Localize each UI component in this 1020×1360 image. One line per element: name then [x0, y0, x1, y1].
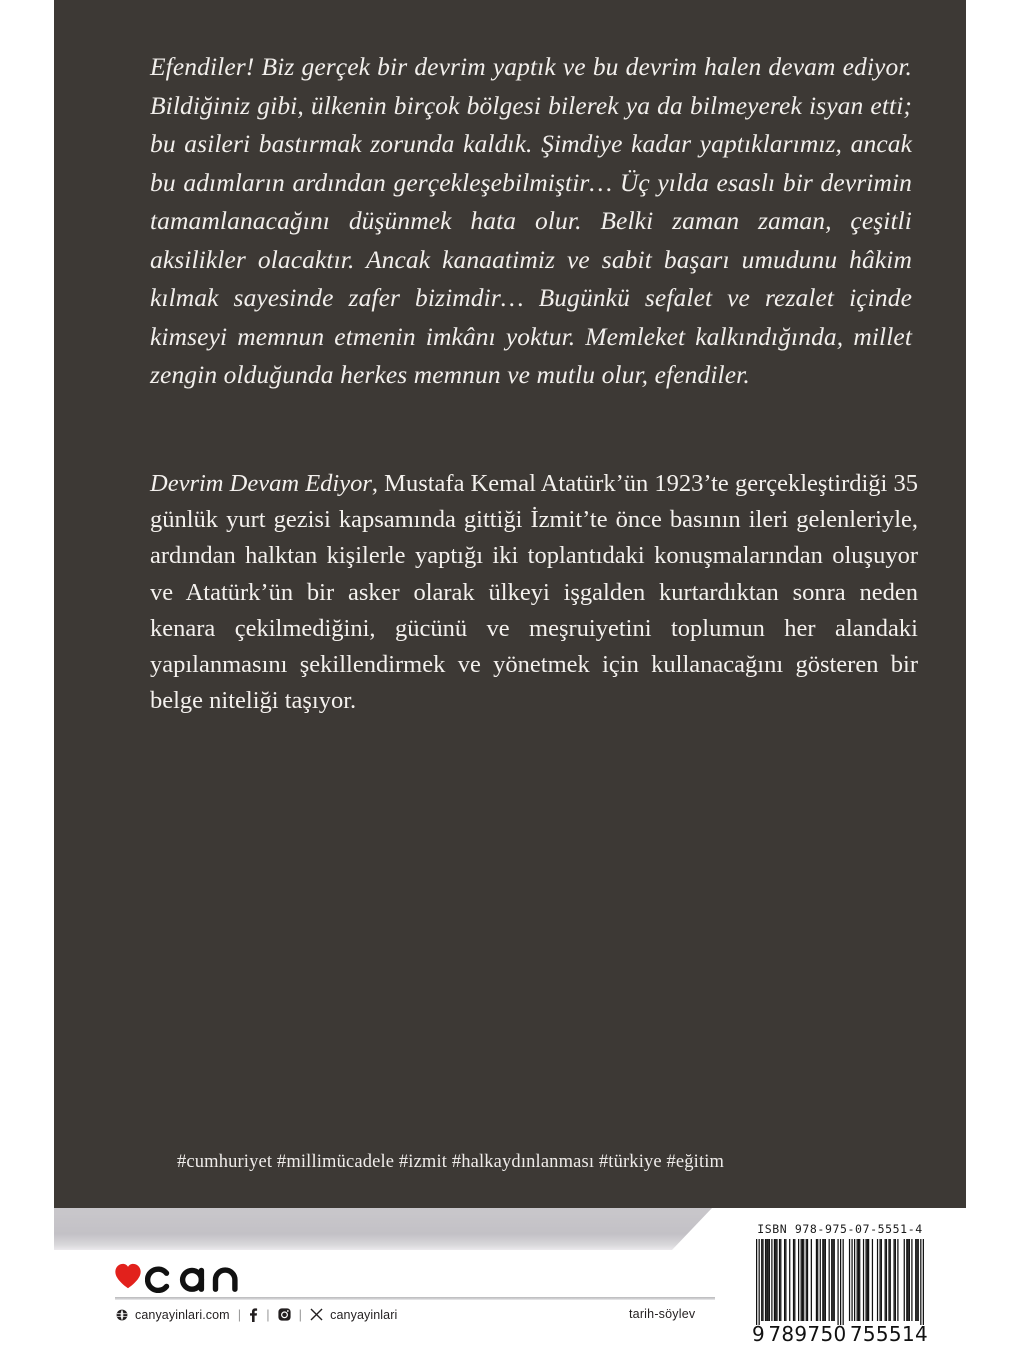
- book-description-text: [150, 466, 918, 719]
- publisher-wordmark: [145, 1259, 251, 1293]
- x-icon[interactable]: [310, 1308, 323, 1321]
- barcode-digit-group-0: 9: [752, 1322, 766, 1346]
- barcode-digits: [752, 1322, 928, 1346]
- publisher-logo: [113, 1259, 251, 1293]
- barcode-digit-group-1: 789750: [768, 1322, 847, 1346]
- description-block: [150, 466, 918, 719]
- shadow-gradient: [54, 1208, 712, 1250]
- book-description-body: , Mustafa Kemal Atatürk’ün 1923’te gerçekleştirdiği 35 günlük yurt gezisi kapsamında gittiği İzmit’te önce basının ileri gelenleriyle, ardından halktan kişilerle yaptığı iki toplantıdaki konuşmalarından oluşuyor ve Atatürk’ün bir asker olarak ülkeyi işgalden kurtardıktan sonra neden kenara çekilmediğini, gücünü ve meşruiyetini toplumun her alandaki yapılanmasını şekillendirmek ve yönetmek için kullanacağını gösteren bir belge niteliği taşıyor.: [150, 470, 918, 715]
- book-back-cover-panel: [54, 0, 966, 1208]
- book-title-inline: Devrim Devam Ediyor: [150, 470, 372, 497]
- separator-3: |: [298, 1307, 303, 1322]
- barcode-bars: [756, 1239, 924, 1325]
- footer-links: [116, 1307, 397, 1322]
- quote-block: [150, 48, 912, 395]
- isbn-text: ISBN 978-975-07-5551-4: [757, 1222, 923, 1236]
- heart-icon: [113, 1261, 143, 1291]
- barcode-area: [752, 1222, 928, 1350]
- cover-shadow-band: [54, 1208, 712, 1250]
- website-link[interactable]: canyayinlari.com: [135, 1308, 230, 1322]
- separator-2: |: [266, 1307, 270, 1322]
- hashtag-list: #cumhuriyet #millimücadele #izmit #halkaydınlanması #türkiye #eğitim: [177, 1152, 725, 1172]
- barcode-digit-group-2: 755514: [849, 1322, 928, 1346]
- category-label: tarih-söylev: [629, 1307, 696, 1321]
- atatürk-quote-text: Efendiler! Biz gerçek bir devrim yaptık ve bu devrim halen devam ediyor. Bildiğiniz gibi, ülkenin birçok bölgesi bilerek ya da bilmeyerek isyan etti; bu asileri bastırmak zorunda kaldık. Şimdiye kadar yaptıklarımız, ancak bu adımların ardından gerçekleşebilmiştir… Üç yılda esaslı bir devrimin tamamlanacağını düşünmek hata olur. Belki zaman zaman, çeşitli aksilikler olacaktır. Ancak kanaatimiz ve sabit başarı umudunu hâkim kılmak sayesinde zafer bizimdir… Bugünkü sefalet ve rezalet içinde kimseyi memnun etmenin imkânı yoktur. Memleket kalkındığında, millet zengin olduğunda herkes memnun ve mutlu olur, efendiler.: [150, 52, 912, 389]
- social-handle[interactable]: canyayinlari: [330, 1308, 398, 1322]
- separator-1: |: [237, 1307, 242, 1322]
- instagram-icon[interactable]: [278, 1308, 291, 1321]
- footer-divider: [115, 1297, 715, 1300]
- facebook-icon[interactable]: [249, 1308, 258, 1322]
- globe-icon: [116, 1309, 128, 1321]
